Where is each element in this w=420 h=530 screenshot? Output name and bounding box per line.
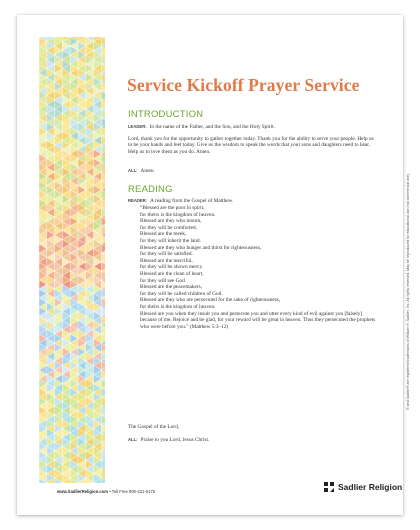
all-role-label: ALL:: [128, 168, 138, 173]
sadlier-logo: [323, 481, 402, 493]
verse-line: “Blessed are the poor in spirit,: [140, 205, 205, 211]
reading-heading: READING: [128, 184, 173, 195]
verse-line: Blessed are they who are persecuted for the sake of righteousness,: [140, 297, 281, 304]
verse-line: for they will inherit the land.: [140, 237, 201, 244]
verse-line: Blessed are the meek,: [140, 231, 187, 238]
verse-line: Blessed are the clean of heart,: [140, 270, 204, 277]
introduction-heading: INTRODUCTION: [128, 109, 204, 120]
document-title: Service Kickoff Prayer Service: [127, 75, 360, 95]
hexagon-pattern-image: [39, 37, 105, 483]
document-page: [17, 15, 410, 515]
logo-name: Sadlier Religion: [338, 482, 403, 492]
sadlier-mark-icon: [323, 481, 335, 493]
all-response-text: Praise to you Lord, Jesus Christ.: [140, 437, 210, 443]
verse-line: Blessed are the merciful,: [140, 257, 193, 264]
footer-separator: •: [109, 489, 111, 494]
beatitudes-passage: [140, 205, 380, 330]
gospel-closing: The Gospel of the Lord,: [128, 424, 180, 430]
reading-reader-line: [128, 198, 376, 204]
verse-line: for they will see God.: [140, 277, 187, 284]
copyright-side-note: [398, 173, 410, 410]
verse-final-paragraph: Blessed are you when they insult you and persecute you and utter every kind of evil against you [falsely] because of me. Rejoice and be glad, for your reward will be great in heaven. Thus they persecuted the prophets who were before you.” (Matthew 5:3–12): [140, 310, 376, 330]
verse-line: Blessed are they who hunger and thirst for righteousness,: [140, 244, 262, 251]
footer-website: www.SadlierReligion.com: [57, 489, 109, 494]
leader-line-text: In the name of the Father, and the Son, and the Holy Spirit.: [149, 124, 275, 130]
leader-role-label: LEADER:: [128, 124, 147, 129]
footer-phone: Toll Free 800-221-5175: [111, 489, 156, 494]
introduction-prayer: Lord, thank you for the opportunity to gather together today. Thank you for the ability to serve your people. Help us to be your hands and feet today. Give us the wisdom to speak the words that your sons and daughters need to hear. Help us to love them as you do. Amen.: [128, 136, 374, 155]
all-line-text: Amen.: [140, 168, 155, 174]
introduction-all-line: [128, 168, 376, 174]
reader-intro-text: A reading from the Gospel of Matthew.: [150, 198, 234, 204]
verse-line: Blessed are they who mourn,: [140, 218, 202, 225]
verse-line: for they will be called children of God.: [140, 290, 223, 297]
verse-line: for they will be satisfied.: [140, 251, 193, 258]
reader-role-label: READER:: [128, 198, 148, 203]
page-footer: [57, 489, 155, 494]
hexagon-pattern-band: [39, 37, 105, 483]
copyright-text: ® and Sadlier® are registered trademarks of William H. Sadlier, Inc. All rights reserved. May be reproduced for educational use (not commercial use).: [406, 173, 410, 410]
all-role-label: ALL:: [128, 437, 138, 442]
verse-line: Blessed are the peacemakers,: [140, 284, 203, 291]
reading-all-line: [128, 437, 376, 443]
verse-line: for they will be comforted.: [140, 224, 197, 231]
verse-line: for theirs is the kingdom of heaven.: [140, 211, 216, 218]
verse-line: for theirs is the kingdom of heaven.: [140, 303, 216, 310]
introduction-leader-line: [128, 124, 376, 130]
verse-line: for they will be shown mercy.: [140, 264, 204, 271]
